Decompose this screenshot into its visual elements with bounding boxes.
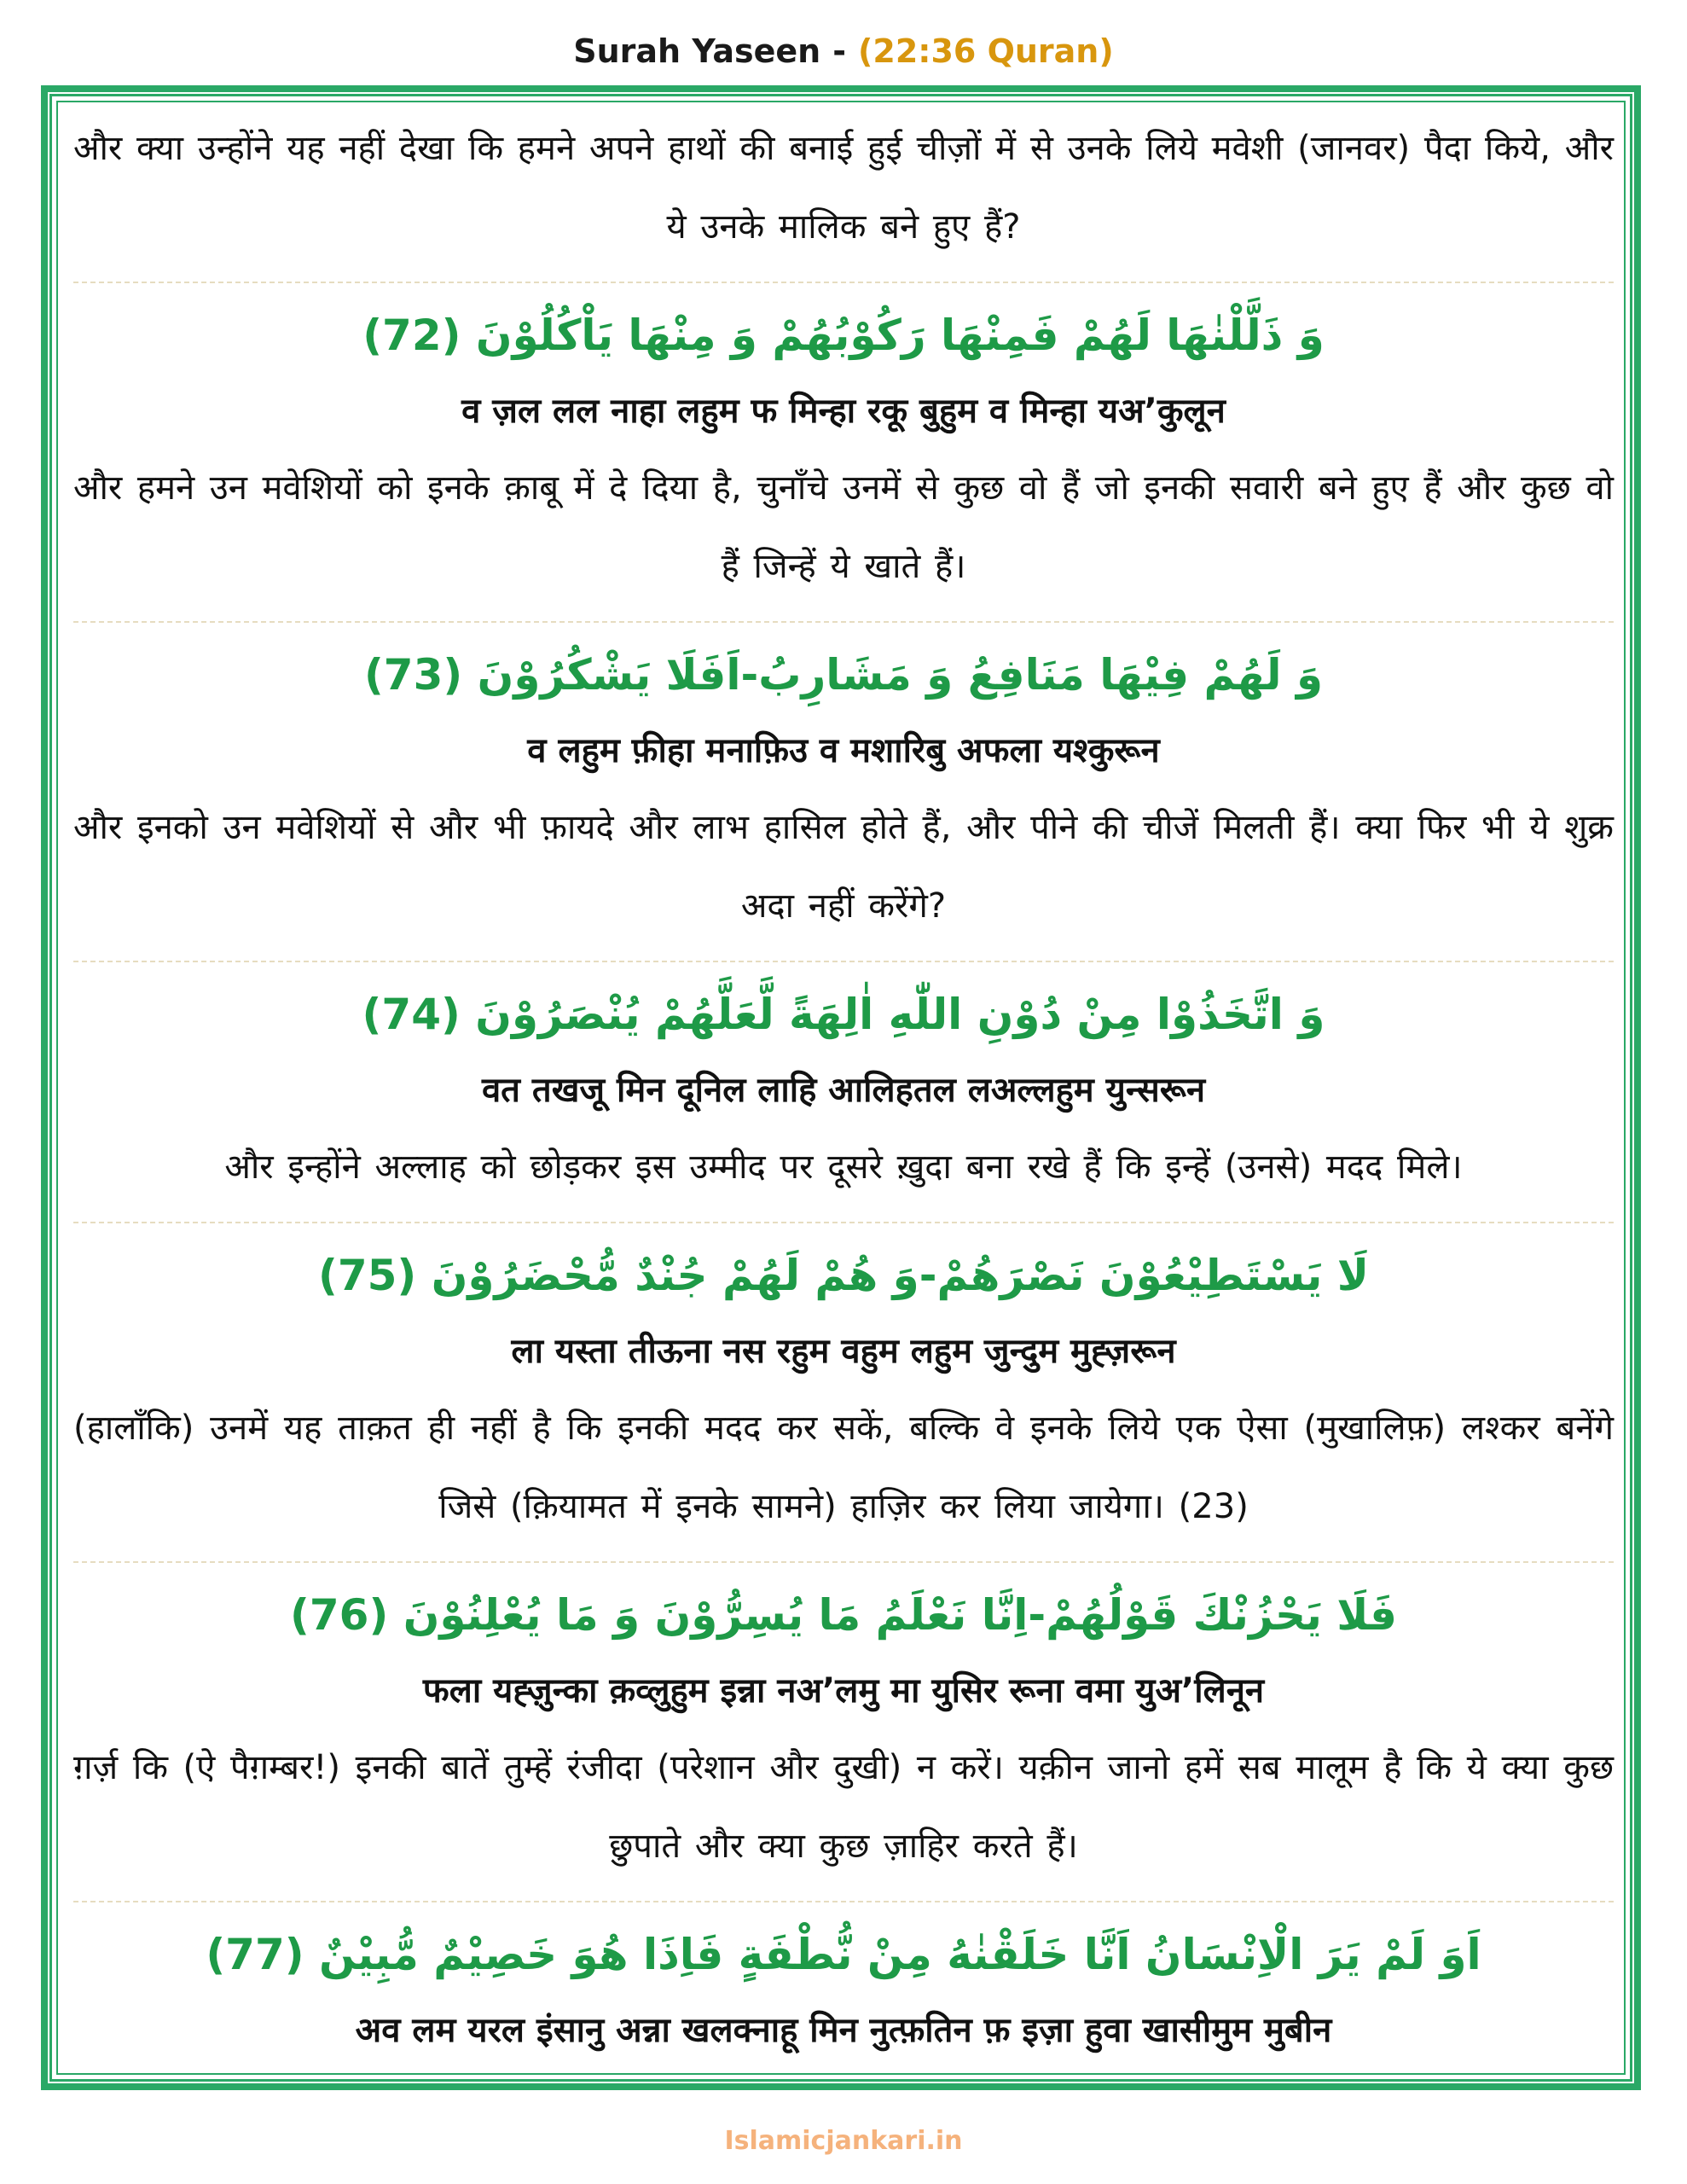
verse-translation: और इन्होंने अल्लाह को छोड़कर इस उम्मीद पर दूसरे ख़ुदा बना रखे हैं कि इन्हें (उनसे) मदद मिले। — [224, 1147, 1463, 1187]
verse-arabic — [73, 1577, 1614, 1653]
divider — [73, 1561, 1614, 1563]
verse-arabic — [73, 976, 1614, 1053]
verse-arabic — [73, 297, 1614, 374]
verse-block-77 — [73, 1916, 1614, 2068]
verse-transliteration: ला यस्ता तीऊना नस रहुम वहुम लहुम जुन्दुम मुह्ज़रून — [511, 1332, 1176, 1371]
verse-block-76 — [73, 1577, 1614, 1885]
intro-translation: और क्या उन्होंने यह नहीं देखा कि हमने अपने हाथों की बनाई हुई चीज़ों में से उनके लिये मवेशी (जानवर) पैदा किये, और ये उनके मालिक बने हुए हैं? — [73, 129, 1614, 247]
verse-arabic-text: وَ لَهُمْ فِيْهَا مَنَافِعُ وَ مَشَارِبُ-اَفَلَا يَشْكُرُوْنَ — [477, 650, 1324, 700]
verse-block-75 — [73, 1237, 1614, 1546]
verse-translation: और हमने उन मवेशियों को इनके क़ाबू में दे दिया है, चुनाँचे उनमें से कुछ वो हैं जो इनकी सवारी बने हुए हैं और कुछ वो हैं जिन्हें ये खाते हैं। — [73, 468, 1614, 586]
verse-arabic-text: فَلَا يَحْزُنْكَ قَوْلُهُمْ-اِنَّا نَعْلَمُ مَا يُسِرُّوْنَ وَ مَا يُعْلِنُوْنَ — [403, 1590, 1397, 1640]
verse-arabic-text: وَ اتَّخَذُوْا مِنْ دُوْنِ اللّٰهِ اٰلِهَةً لَّعَلَّهُمْ يُنْصَرُوْنَ — [475, 990, 1325, 1039]
surah-title: Surah Yaseen — [573, 32, 821, 70]
verse-translation: ग़र्ज़ कि (ऐ पैग़म्बर!) इनकी बातें तुम्हें रंजीदा (परेशान और दुखी) न करें। यक़ीन जानो हमें सब मालूम है कि ये क्या कुछ छुपाते और क्या कुछ ज़ाहिर करते हैं। — [73, 1748, 1614, 1866]
header-separator: - — [832, 32, 847, 70]
verses-content — [73, 109, 1614, 2068]
verse-arabic — [73, 1916, 1614, 1993]
verse-block-74 — [73, 976, 1614, 1206]
verse-arabic — [73, 636, 1614, 713]
verse-number: (75) — [318, 1251, 417, 1300]
surah-reference: (22:36 Quran) — [858, 32, 1114, 70]
verse-number: (72) — [362, 311, 461, 360]
verse-arabic-text: لَا يَسْتَطِيْعُوْنَ نَصْرَهُمْ-وَ هُمْ لَهُمْ جُنْدٌ مُّحْضَرُوْنَ — [431, 1251, 1369, 1300]
verse-arabic-text: اَوَ لَمْ يَرَ الْاِنْسَانُ اَنَّا خَلَقْنٰهُ مِنْ نُّطْفَةٍ فَاِذَا هُوَ خَصِيْمٌ مُّبِيْنٌ — [319, 1930, 1481, 1979]
verse-transliteration: अव लम यरल इंसानु अन्ना खलक्नाहू मिन नुत्फ़तिन फ़ इज़ा हुवा खासीमुम मुबीन — [355, 2011, 1332, 2050]
verse-block-73 — [73, 636, 1614, 945]
divider — [73, 282, 1614, 283]
divider — [73, 1222, 1614, 1223]
verse-transliteration: वत तखजू मिन दूनिल लाहि आलिहतल लअल्लहुम युन्सरून — [481, 1071, 1206, 1110]
verse-number: (77) — [206, 1930, 304, 1979]
verse-translation: और इनको उन मवेशियों से और भी फ़ायदे और लाभ हासिल होते हैं, और पीने की चीजें मिलती हैं। क्या फिर भी ये शुक्र अदा नहीं करेंगे? — [73, 808, 1614, 926]
verse-translation: (हालाँकि) उनमें यह ताक़त ही नहीं है कि इनकी मदद कर सकें, बल्कि वे इनके लिये एक ऐसा (मुखालिफ़) लश्कर बनेंगे जिसे (क़ियामत में इनके सामने) हाज़िर कर लिया जायेगा। (23) — [73, 1409, 1614, 1526]
verse-number: (76) — [290, 1590, 389, 1640]
divider — [73, 961, 1614, 962]
verse-transliteration: व ज़ल लल नाहा लहुम फ मिन्हा रकू बुहुम व मिन्हा यअ’कुलून — [461, 392, 1226, 431]
divider — [73, 1901, 1614, 1902]
verse-number: (73) — [363, 650, 463, 700]
intro-block — [73, 109, 1614, 266]
verse-transliteration: व लहुम फ़ीहा मनाफ़िउ व मशारिबु अफला यश्कुरून — [527, 731, 1160, 770]
footer-site-link[interactable]: Islamicjankari.in — [724, 2126, 963, 2156]
verse-block-72 — [73, 297, 1614, 606]
verse-arabic — [73, 1237, 1614, 1314]
verse-transliteration: फला यह्ज़ुन्का क़व्लुहुम इन्ना नअ’लमु मा युसिर रूना वमा युअ’लिनून — [422, 1671, 1265, 1711]
divider — [73, 621, 1614, 623]
verse-arabic-text: وَ ذَلَّلْنٰهَا لَهُمْ فَمِنْهَا رَكُوْبُهُمْ وَ مِنْهَا يَاْكُلُوْنَ — [475, 311, 1325, 360]
page-header — [0, 27, 1687, 75]
verse-number: (74) — [362, 990, 461, 1039]
